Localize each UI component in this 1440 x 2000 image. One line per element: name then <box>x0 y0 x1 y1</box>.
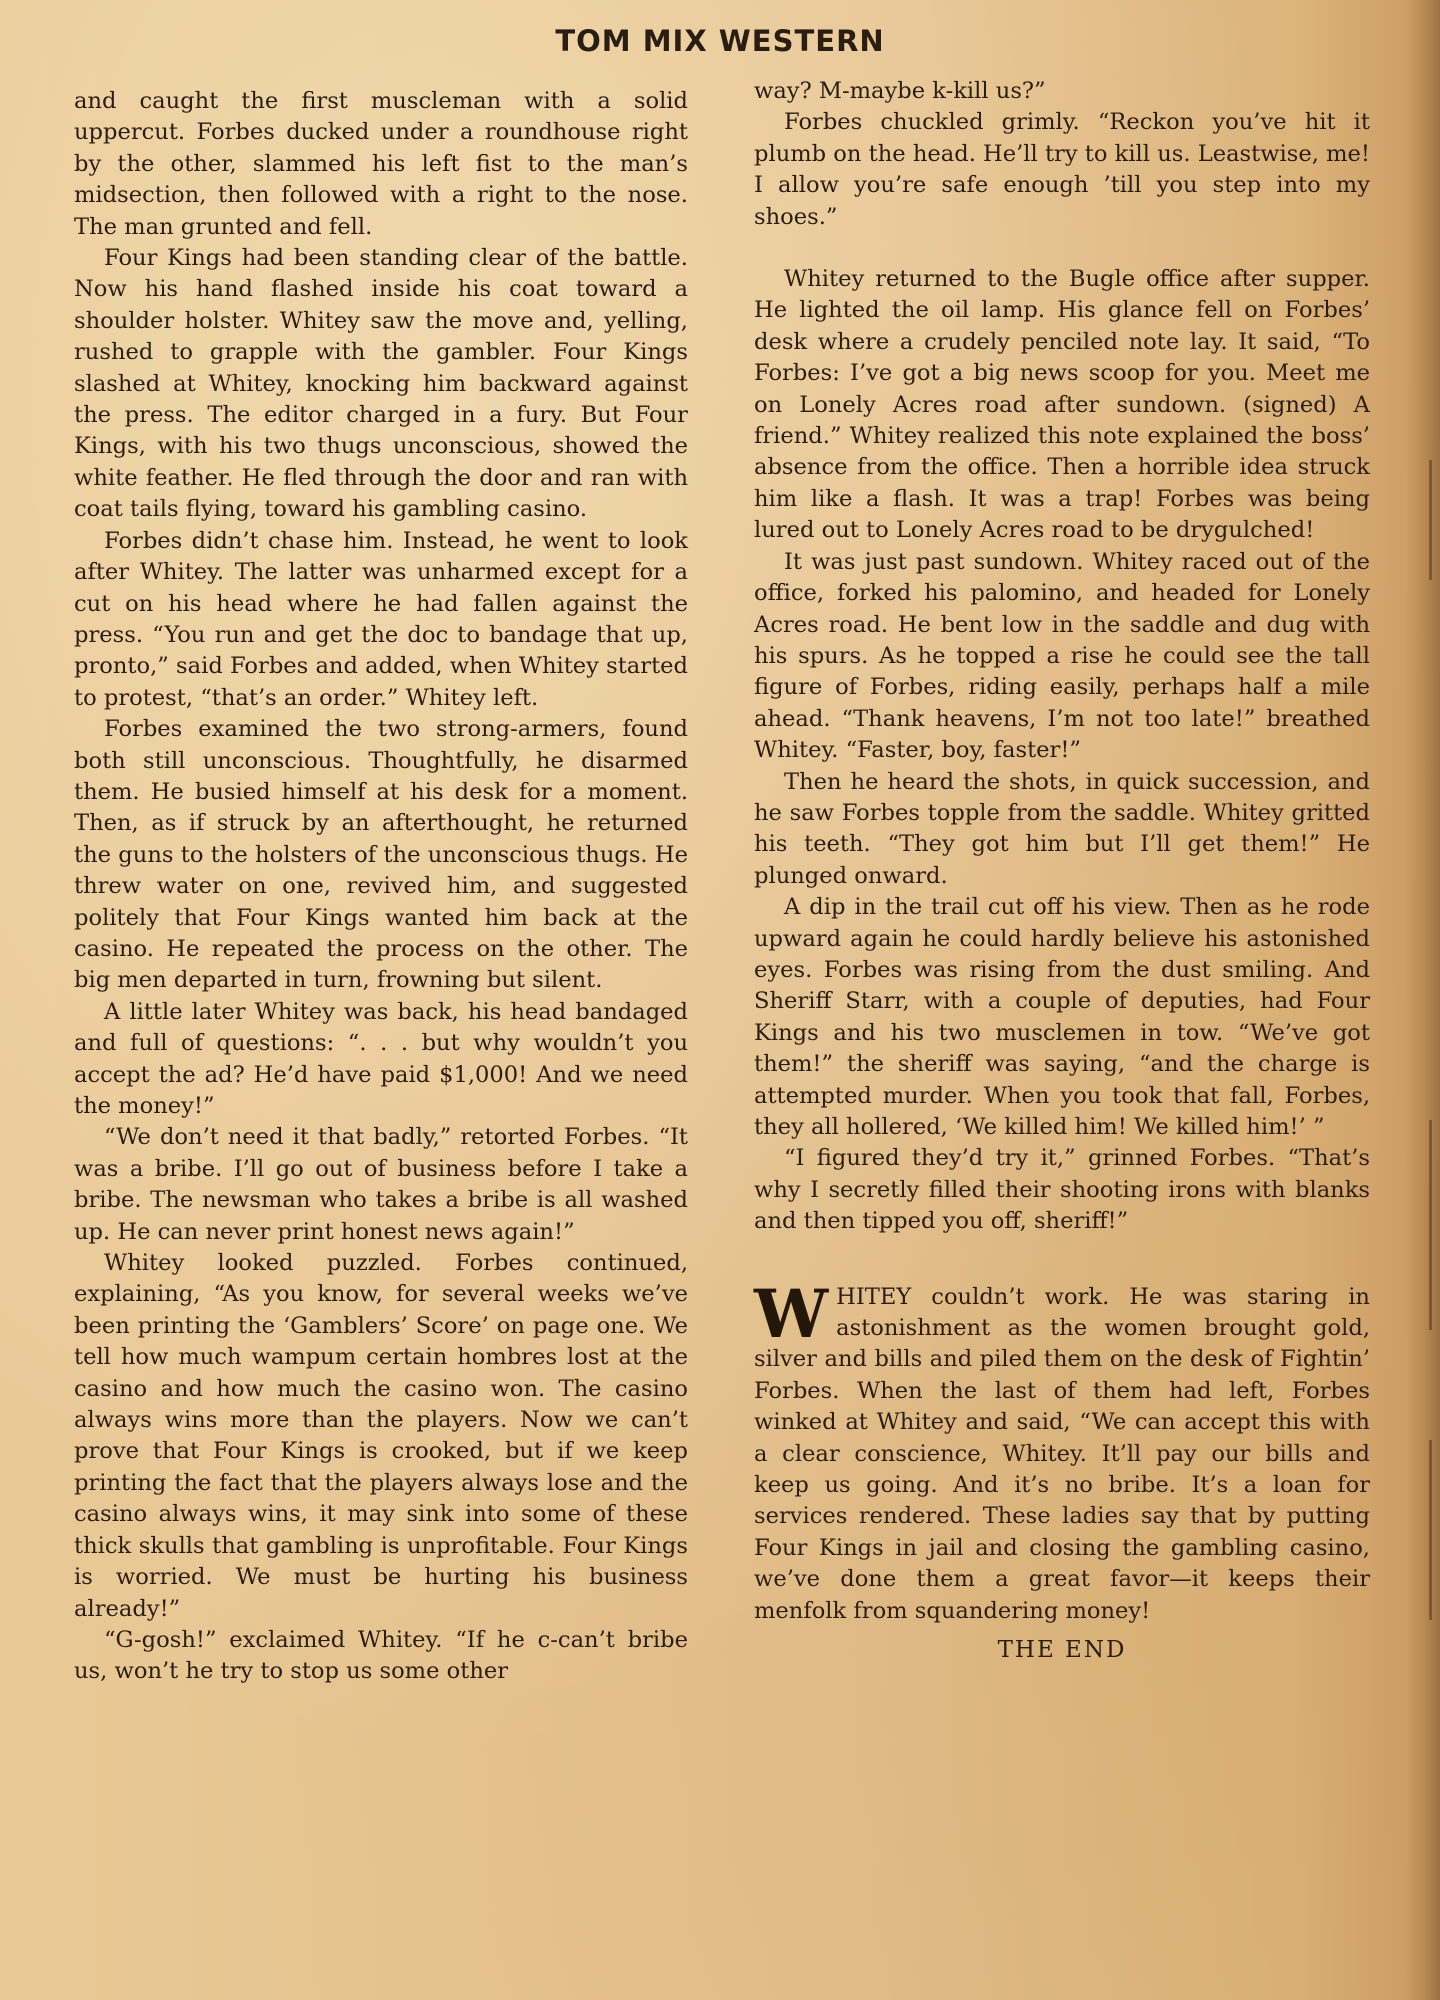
paragraph: Forbes examined the two strong-armers, found both still unconscious. Thoughtfully, he disarmed them. He busied himself at his desk for a moment. Then, as if struck by an afterthought, he returned the guns to the holsters of the unconscious thugs. He threw water on one, revived him, and suggested politely that Four Kings wanted him back at the casino. He repeated the process on the other. The big men departed in turn, frowning but silent. <box>74 716 688 994</box>
paragraph: Forbes chuckled grimly. “Reckon you’ve hit it plumb on the head. He’ll try to kill us. Leastwise, me! I allow you’re safe enough ’till you step into my shoes.” <box>754 109 1370 230</box>
paragraph: A dip in the trail cut off his view. Then as he rode upward again he could hardly believe his astonished eyes. Forbes was rising from the dust smiling. And Sheriff Starr, with a couple of deputies, had Four Kings and his two musclemen in tow. “We’ve got them!” the sheriff was saying, “and the charge is attempted murder. When you took that fall, Forbes, they all hollered, ‘We killed him! We killed him!’ ” <box>754 894 1370 1140</box>
page-edge-shadow <box>1406 0 1440 2000</box>
paragraph: Whitey returned to the Bugle office after supper. He lighted the oil lamp. His glance fell on Forbes’ desk where a crudely penciled note lay. It said, “To Forbes: I’ve got a big news scoop for you. Meet me on Lonely Acres road after sundown. (signed) A friend.” Whitey realized this note explained the boss’ absence from the office. Then a horrible idea struck him like a flash. It was a trap! Forbes was being lured out to Lonely Acres road to be drygulched! <box>754 266 1370 544</box>
edge-mark <box>1429 460 1432 580</box>
left-column <box>74 86 688 1688</box>
page-title: TOM MIX WESTERN <box>555 24 885 58</box>
paragraph: way? M-maybe k-kill us?” <box>754 78 1046 104</box>
paragraph: “We don’t need it that badly,” retorted Forbes. “It was a bribe. I’ll go out of business before I take a bribe. The newsman who takes a bribe is all washed up. He can never print honest news again!” <box>74 1124 688 1245</box>
paragraph: Forbes didn’t chase him. Instead, he went to look after Whitey. The latter was unharmed except for a cut on his head where he had fallen against the press. “You run and get the doc to bandage that up, pronto,” said Forbes and added, when Whitey started to protest, “that’s an order.” Whitey left. <box>74 527 688 711</box>
paragraph: A little later Whitey was back, his head bandaged and full of questions: “. . . but why wouldn’t you accept the ad? He’d have paid $1,000! And we need the money!” <box>74 998 688 1119</box>
closing-paragraph <box>754 1274 1370 1627</box>
paragraph: Four Kings had been standing clear of the battle. Now his hand flashed inside his coat toward a shoulder holster. Whitey saw the move and, yelling, rushed to grapple with the gambler. Four Kings slashed at Whitey, knocking him backward against the press. The editor charged in a fury. But Four Kings, with his two thugs unconscious, showed the white feather. He fled through the door and ran with coat tails flying, toward his gambling casino. <box>74 245 688 523</box>
paragraph: and caught the first muscleman with a solid uppercut. Forbes ducked under a roundhouse right by the other, slammed his left fist to the man’s midsection, then followed with a right to the nose. The man grunted and fell. <box>74 88 688 240</box>
section-break <box>754 1238 1370 1282</box>
paragraph: “I figured they’d try it,” grinned Forbes. “That’s why I secretly filled their shooting irons with blanks and then tipped you off, sheriff!” <box>754 1145 1370 1235</box>
paragraph: Then he heard the shots, in quick succession, and he saw Forbes topple from the saddle. Whitey gritted his teeth. “They got him but I’ll get them!” He plunged onward. <box>754 768 1370 889</box>
section-break <box>754 233 1370 264</box>
edge-mark <box>1429 1440 1432 1620</box>
edge-mark <box>1429 1120 1432 1330</box>
paragraph: Whitey looked puzzled. Forbes continued, explaining, “As you know, for several weeks we’ve been printing the ‘Gamblers’ Score’ on page one. We tell how much wampum certain hombres lost at the casino and how much the casino won. The casino always wins more than the players. Now we can’t prove that Four Kings is crooked, but if we keep printing the fact that the players always lose and the casino always wins, it may sink into some of these thick skulls that gambling is unprofitable. Four Kings is worried. We must be hurting his business already!” <box>74 1250 688 1622</box>
paragraph: “G-gosh!” exclaimed Whitey. “If he c-can’t bribe us, won’t he try to stop us some other <box>74 1626 688 1685</box>
paragraph: It was just past sundown. Whitey raced out of the office, forked his palomino, and headed for Lonely Acres road. He bent low in the saddle and dug with his spurs. As he topped a rise he could see the tall figure of Forbes, riding easily, perhaps half a mile ahead. “Thank heavens, I’m not too late!” breathed Whitey. “Faster, boy, faster!” <box>754 548 1370 764</box>
closing-paragraph-text: HITEY couldn’t work. He was staring in astonishment as the women brought gold, silver and bills and piled them on the desk of Fightin’ Forbes. When the last of them had left, Forbes winked at Whitey and said, “We can accept this with a clear conscience, Whitey. It’ll pay our bills and keep us going. And it’s no bribe. It’s a loan for services rendered. These ladies say that by putting Four Kings in jail and closing the gambling casino, we’ve done them a great favor—it keeps their menfolk from squandering money! <box>754 1283 1370 1624</box>
drop-cap: W <box>754 1274 829 1353</box>
right-column <box>754 76 1370 1667</box>
the-end-label: THE END <box>997 1637 1127 1664</box>
